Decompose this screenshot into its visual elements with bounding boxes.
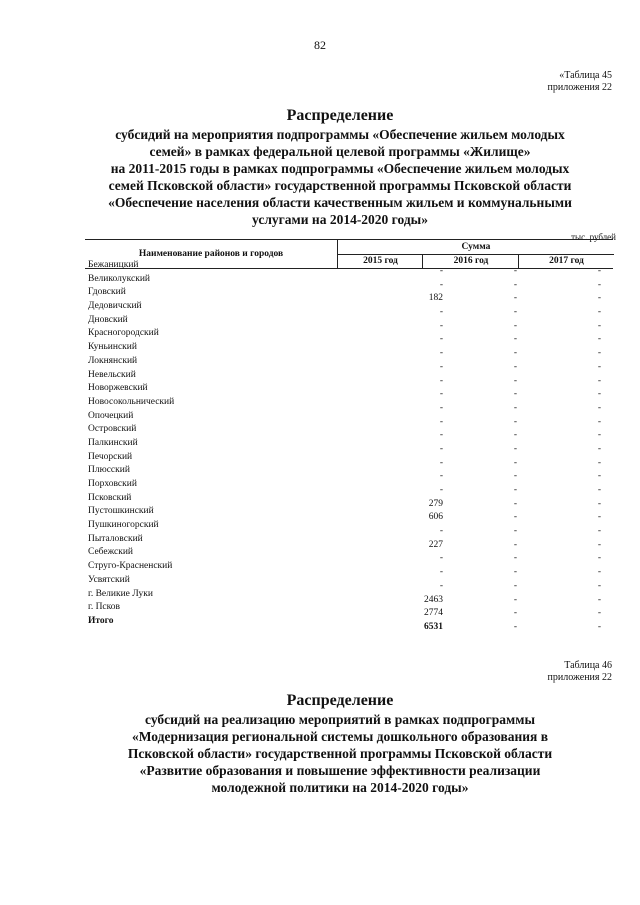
cell-2015: - — [439, 266, 443, 276]
table-row — [88, 575, 613, 589]
row-name: Итого — [88, 615, 114, 626]
row-name: Плюсский — [88, 465, 130, 476]
cell-2015: - — [439, 320, 443, 331]
cell-2015: - — [439, 443, 443, 454]
row-name: Пыталовский — [88, 533, 143, 544]
cell-2017: - — [597, 526, 601, 537]
table-row — [88, 424, 613, 441]
cell-2017: - — [597, 580, 601, 591]
table-row — [88, 301, 613, 318]
table-row — [88, 397, 613, 411]
table46-annex-line2: приложения 22 — [547, 672, 612, 683]
table46-annex-note — [548, 660, 612, 684]
table-row — [88, 315, 613, 329]
cell-2017: - — [597, 621, 601, 632]
cell-2017: - — [597, 539, 601, 550]
row-name: г. Великие Луки — [88, 588, 153, 599]
table45-units: тыс. рублей — [571, 232, 616, 242]
table46-subtitle-line: Псковской области» государственной программы Псковской области — [127, 746, 553, 761]
cell-2015: - — [439, 485, 443, 495]
cell-2016: - — [513, 485, 517, 495]
table-row — [88, 589, 613, 603]
header-2015: 2015 год — [337, 255, 423, 268]
cell-2016: - — [513, 279, 517, 290]
table45-subtitle-line: «Обеспечение населения области качественным жильем и коммунальными — [108, 195, 572, 210]
cell-2015: - — [439, 526, 443, 537]
cell-2015: 279 — [428, 498, 443, 509]
cell-2016: - — [513, 512, 517, 523]
cell-2016: - — [513, 539, 517, 550]
header-name-column: Наименование районов и городов — [138, 249, 284, 259]
cell-2017: - — [597, 443, 601, 454]
cell-2016: - — [513, 498, 517, 509]
table46-subtitle-line: «Развитие образования и повышение эффективности реализации — [139, 763, 541, 778]
cell-2017: - — [597, 553, 601, 564]
cell-2017: - — [597, 498, 601, 509]
cell-2016: - — [513, 430, 517, 441]
table45-subtitle-line: на 2011-2015 годы в рамках подпрограммы «Обеспечение жильем молодых — [110, 161, 570, 176]
cell-2015: - — [439, 334, 443, 345]
row-name: Невельский — [88, 369, 136, 380]
row-name: г. Псков — [88, 602, 121, 613]
cell-2015: - — [439, 471, 443, 482]
cell-2015: - — [439, 402, 443, 413]
table-row — [88, 493, 613, 507]
table45-subtitle-line: услугами на 2014-2020 годы» — [252, 212, 428, 227]
cell-2015: - — [439, 361, 443, 372]
table45-subtitle-line: семей» в рамках федеральной целевой программы «Жилище» — [149, 144, 531, 159]
row-name: Гдовский — [88, 287, 126, 298]
cell-2015: - — [439, 348, 443, 359]
table-row — [88, 602, 613, 619]
table45-subtitle-line: семей Псковской области» государственной программы Псковской области — [108, 178, 572, 193]
cell-2016: - — [513, 526, 517, 537]
table-row — [88, 465, 613, 482]
row-name: Псковский — [88, 492, 132, 503]
cell-2016: - — [513, 334, 517, 345]
cell-2015: - — [439, 416, 443, 427]
cell-2016: - — [513, 443, 517, 454]
row-name: Островский — [88, 424, 137, 435]
cell-2016: - — [513, 567, 517, 578]
table-row — [88, 274, 613, 288]
table45-title: Распределение — [286, 107, 394, 124]
row-name: Бежаницкий — [88, 260, 139, 270]
cell-2015: - — [439, 567, 443, 578]
row-name: Красногородский — [88, 328, 159, 339]
table46-title: Распределение — [286, 692, 394, 709]
cell-2017: - — [597, 402, 601, 413]
cell-2017: - — [597, 594, 601, 605]
table46-subtitle-line: субсидий на реализацию мероприятий в рамках подпрограммы — [145, 712, 535, 727]
cell-2015: 227 — [428, 539, 443, 550]
row-name: Пушкиногорский — [88, 520, 159, 531]
cell-2017: - — [597, 416, 601, 427]
table-row — [88, 547, 613, 564]
table-row — [88, 356, 613, 370]
cell-2016: - — [513, 375, 517, 386]
cell-2015: 2463 — [424, 594, 443, 605]
header-sum: Сумма — [337, 240, 614, 255]
table46-annex-line1: Таблица 46 — [564, 660, 612, 671]
cell-2016: - — [513, 293, 517, 304]
table-row — [88, 534, 613, 548]
cell-2017: - — [597, 457, 601, 468]
cell-2017: - — [597, 471, 601, 482]
table-row — [88, 411, 613, 425]
row-name: Себежский — [88, 547, 133, 558]
cell-2016: - — [513, 608, 517, 619]
row-name: Палкинский — [88, 437, 138, 448]
row-name: Новосокольнический — [88, 396, 175, 407]
row-name: Порховский — [88, 479, 137, 489]
cell-2015: - — [439, 580, 443, 591]
table-row — [88, 328, 613, 345]
cell-2015: - — [439, 430, 443, 441]
row-name: Струго-Красненский — [88, 561, 173, 572]
table-row — [88, 506, 613, 523]
table45-annex-note — [548, 70, 612, 94]
cell-2015: - — [439, 307, 443, 318]
page-number: 82 — [314, 38, 326, 52]
cell-2017: - — [597, 485, 601, 495]
cell-2015: 606 — [428, 512, 443, 523]
table46-subtitle-line: молодежной политики на 2014-2020 годы» — [211, 780, 469, 795]
cell-2017: - — [597, 375, 601, 386]
table-row — [88, 370, 613, 384]
row-name: Локнянский — [88, 355, 138, 366]
cell-2017: - — [597, 608, 601, 619]
cell-2015: 182 — [428, 293, 443, 304]
cell-2016: - — [513, 594, 517, 605]
cell-2016: - — [513, 402, 517, 413]
cell-2016: - — [513, 348, 517, 359]
cell-2016: - — [513, 553, 517, 564]
cell-2017: - — [597, 512, 601, 523]
table-total-row — [88, 616, 613, 630]
cell-2016: - — [513, 307, 517, 318]
cell-2017: - — [597, 389, 601, 400]
cell-2015: - — [439, 389, 443, 400]
cell-2016: - — [513, 361, 517, 372]
row-name: Опочецкий — [88, 410, 134, 421]
cell-2017: - — [597, 279, 601, 290]
table46-heading — [60, 692, 620, 796]
cell-2017: - — [597, 361, 601, 372]
cell-2017: - — [597, 430, 601, 441]
row-name: Дедовичский — [88, 301, 142, 312]
row-name: Усвятский — [88, 574, 130, 585]
row-name: Печорский — [88, 451, 133, 462]
cell-2017: - — [597, 567, 601, 578]
cell-2017: - — [597, 348, 601, 359]
table-row — [88, 520, 613, 537]
table-row — [88, 260, 613, 274]
cell-2015: 6531 — [424, 621, 443, 632]
cell-2016: - — [513, 416, 517, 427]
cell-2016: - — [513, 580, 517, 591]
cell-2015: - — [439, 553, 443, 564]
cell-2016: - — [513, 266, 517, 276]
table-row — [88, 561, 613, 578]
row-name: Новоржевский — [88, 383, 148, 394]
table45-body — [88, 260, 613, 630]
cell-2015: 2774 — [424, 608, 443, 619]
row-name: Дновский — [88, 314, 128, 325]
table45-annex-line2: приложения 22 — [547, 82, 612, 93]
table46-subtitle-line: «Модернизация региональной системы дошкольного образования в — [131, 729, 549, 744]
cell-2017: - — [597, 334, 601, 345]
table-row — [88, 287, 613, 304]
cell-2015: - — [439, 457, 443, 468]
cell-2017: - — [597, 320, 601, 331]
table-row — [88, 452, 613, 466]
cell-2016: - — [513, 471, 517, 482]
table-row — [88, 438, 613, 452]
cell-2015: - — [439, 375, 443, 386]
table45-heading — [60, 107, 620, 228]
table-row — [88, 342, 613, 359]
table45-annex-line1: «Таблица 45 — [559, 70, 612, 81]
table-row — [88, 383, 613, 400]
table45-subtitle-line: субсидий на мероприятия подпрограммы «Обеспечение жильем молодых — [115, 127, 565, 142]
cell-2016: - — [513, 457, 517, 468]
cell-2015: - — [439, 279, 443, 290]
cell-2017: - — [597, 266, 601, 276]
row-name: Куньинский — [88, 342, 137, 353]
header-2016: 2016 год — [422, 255, 519, 268]
cell-2016: - — [513, 389, 517, 400]
cell-2016: - — [513, 621, 517, 632]
row-name: Пустошкинский — [88, 506, 154, 517]
header-2017: 2017 год — [518, 255, 614, 268]
cell-2017: - — [597, 307, 601, 318]
row-name: Великолукский — [88, 273, 151, 284]
table-row — [88, 479, 613, 493]
cell-2017: - — [597, 293, 601, 304]
cell-2016: - — [513, 320, 517, 331]
